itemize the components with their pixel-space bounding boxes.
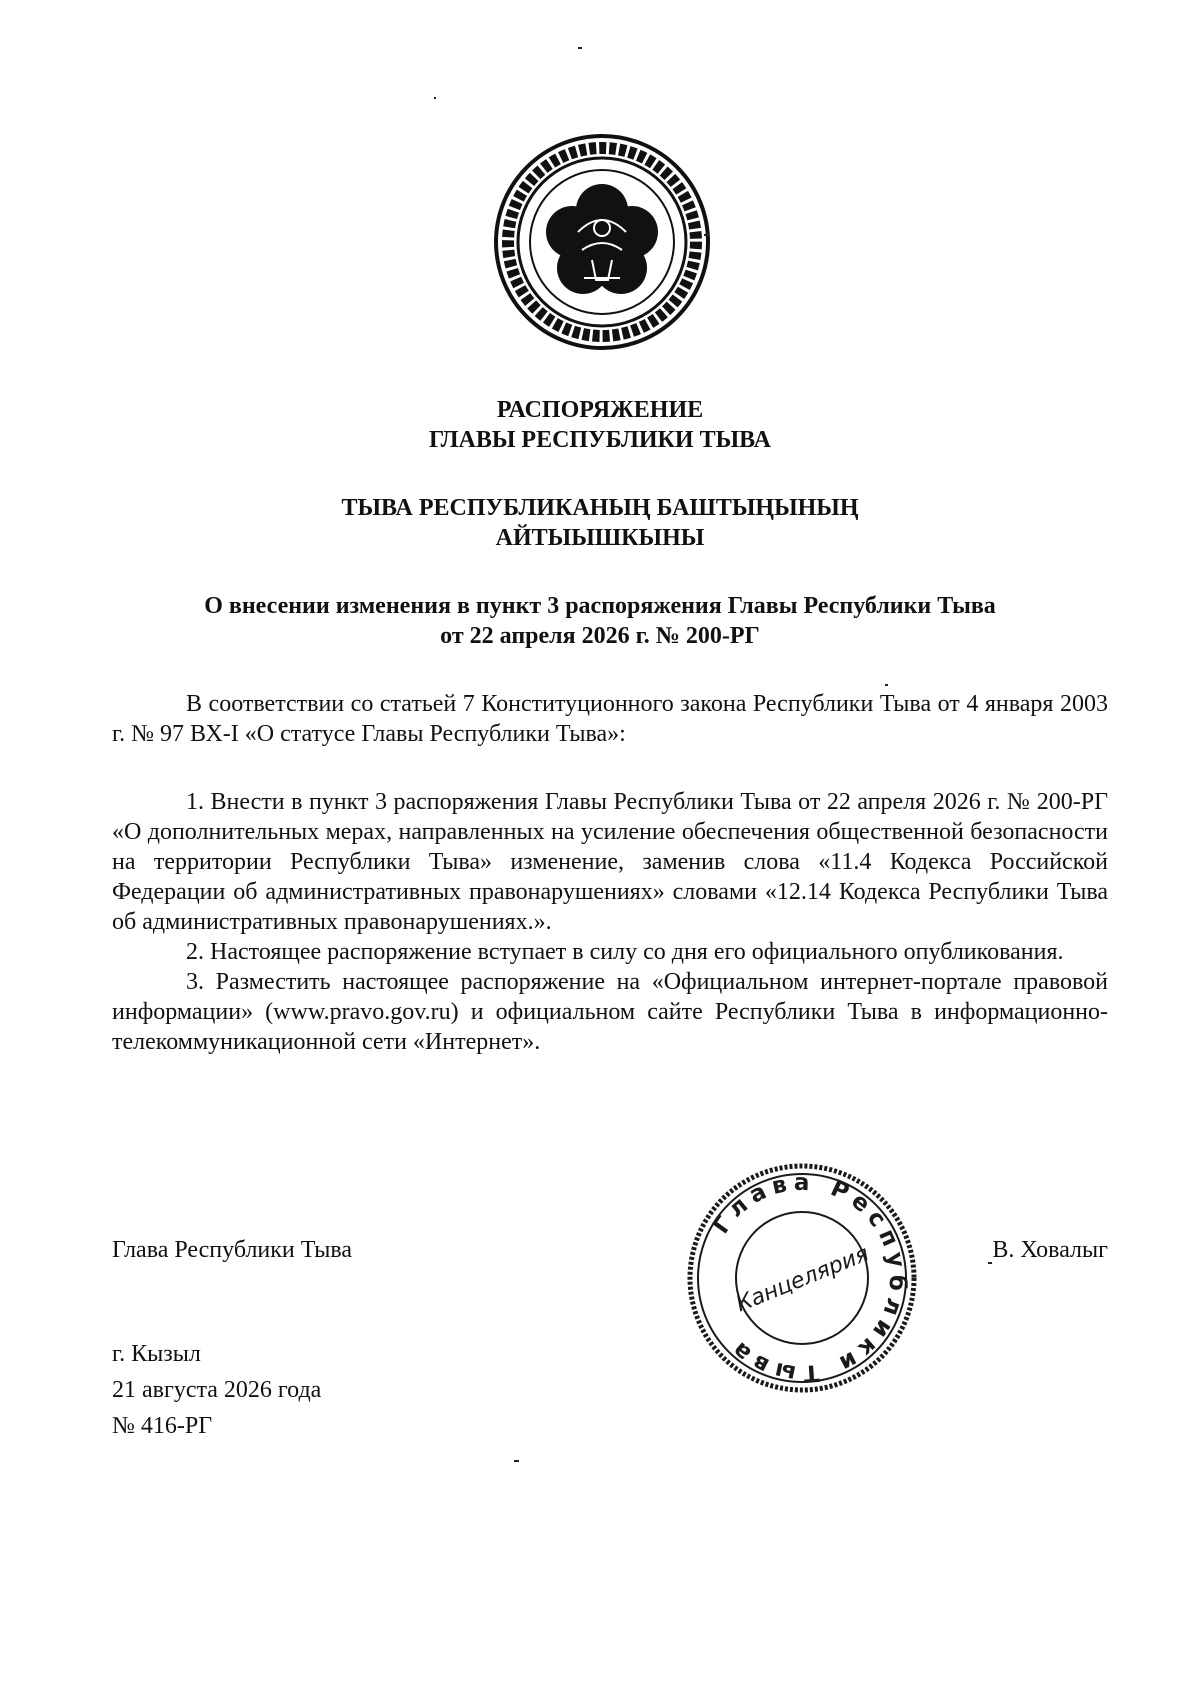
stamp-center-text: Канцелярия: [732, 1241, 873, 1318]
signatory-position: Глава Республики Тыва: [112, 1237, 353, 1263]
subject-line-1: О внесении изменения в пункт 3 распоряжения Главы Республики Тыва: [204, 593, 996, 619]
tuvan-title: [0, 493, 1200, 553]
scan-speck: [704, 234, 709, 236]
document-subject: [0, 591, 1200, 651]
document-title: [0, 395, 1200, 455]
scan-speck: [434, 97, 436, 99]
subject-line-2: от 22 апреля 2026 г. № 200-РГ: [440, 623, 760, 649]
intro-paragraph: В соответствии со статьей 7 Конституционного закона Республики Тыва от 4 января 2003 г. № 97 ВХ-I «О статусе Главы Республики Тыва»:: [112, 691, 1108, 747]
order-items: [112, 787, 1108, 1057]
stamp-ring-text: Глава Республики Тыва: [708, 1169, 911, 1387]
issue-details: [112, 1336, 321, 1444]
title-line-1: РАСПОРЯЖЕНИЕ: [496, 397, 704, 423]
title-line-2: ГЛАВЫ РЕСПУБЛИКИ ТЫВА: [428, 427, 771, 453]
signatory-name: В. Ховалыг: [992, 1237, 1108, 1263]
scan-speck: [578, 47, 582, 49]
office-stamp-icon: [682, 1158, 922, 1398]
scan-speck: [988, 1262, 992, 1264]
order-item-1: 1. Внести в пункт 3 распоряжения Главы Республики Тыва от 22 апреля 2026 г. № 200-РГ «О дополнительных мерах, направленных на усиление обеспечения общественной безопасности на территории Республики Тыва» изменение, заменив слова «11.4 Кодекса Российской Федерации об административных правонарушениях» словами «12.14 Кодекса Республики Тыва об административных правонарушениях.».: [112, 789, 1108, 935]
scan-speck: [885, 684, 888, 686]
order-item-3: 3. Разместить настоящее распоряжение на «Официальном интернет-портале правовой информации» (www.pravo.gov.ru) и официальном сайте Республики Тыва в информационно-телекоммуникационной сети «Интернет».: [112, 969, 1108, 1055]
tuvan-title-line-2: АЙТЫЫШКЫНЫ: [495, 525, 705, 551]
issue-number: № 416-РГ: [112, 1413, 213, 1439]
tuvan-title-line-1: ТЫВА РЕСПУБЛИКАНЫҢ БАШТЫҢЫНЫҢ: [341, 495, 859, 521]
issue-date: 21 августа 2026 года: [112, 1377, 322, 1403]
issue-city: г. Кызыл: [112, 1341, 201, 1367]
order-item-2: 2. Настоящее распоряжение вступает в силу со дня его официального опубликования.: [186, 939, 1064, 965]
scan-speck: [514, 1460, 519, 1462]
tuva-coat-of-arms-icon: [492, 132, 712, 352]
